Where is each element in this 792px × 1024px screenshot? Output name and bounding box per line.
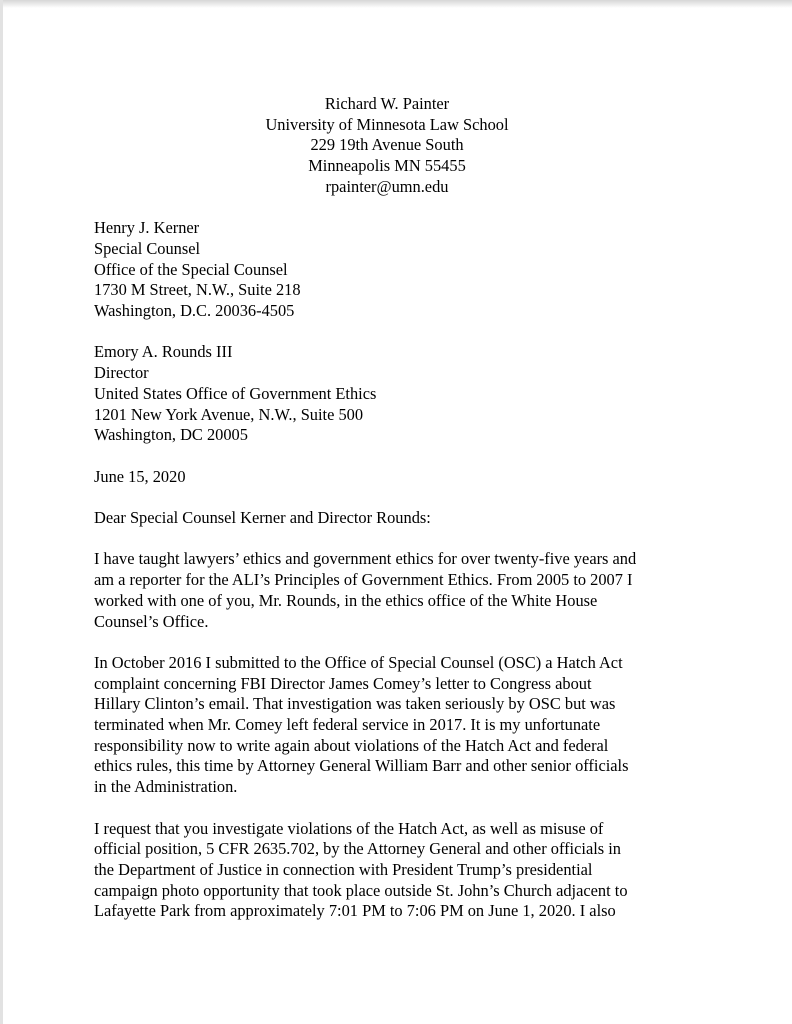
recipient-address-2 xyxy=(94,342,704,446)
sender-name: Richard W. Painter xyxy=(324,94,450,113)
recipient-1-title: Special Counsel xyxy=(94,238,201,258)
paragraph-2-line: ethics rules, this time by Attorney General William Barr and other senior officials xyxy=(94,756,629,776)
paragraph-3-line: official position, 5 CFR 2635.702, by the Attorney General and other officials in xyxy=(94,839,621,859)
letter-date-text: June 15, 2020 xyxy=(94,466,186,486)
paragraph-2-line: In October 2016 I submitted to the Office of Special Counsel (OSC) a Hatch Act xyxy=(94,652,623,672)
letter-date xyxy=(94,467,704,488)
recipient-2-title: Director xyxy=(94,363,149,383)
letter-page xyxy=(94,94,704,922)
recipient-1-city: Washington, D.C. 20036-4505 xyxy=(94,301,295,321)
paragraph-3-line: the Department of Justice in connection with President Trump’s presidential xyxy=(94,859,593,879)
paragraph-2-line: responsibility now to write again about violations of the Hatch Act and federal xyxy=(94,735,609,755)
sender-institution: University of Minnesota Law School xyxy=(265,114,509,134)
recipient-1-name: Henry J. Kerner xyxy=(94,218,200,238)
recipient-address-1 xyxy=(94,218,704,322)
sender-email: rpainter@umn.edu xyxy=(325,176,449,196)
page-top-edge xyxy=(0,0,792,8)
paragraph-2-line: in the Administration. xyxy=(94,777,238,797)
paragraph-3 xyxy=(94,819,704,923)
paragraph-2-line: complaint concerning FBI Director James Comey’s letter to Congress about xyxy=(94,673,592,693)
recipient-1-street: 1730 M Street, N.W., Suite 218 xyxy=(94,280,301,300)
paragraph-2-line: terminated when Mr. Comey left federal service in 2017. It is my unfortunate xyxy=(94,715,601,734)
recipient-2-name: Emory A. Rounds III xyxy=(94,342,233,362)
recipient-2-city: Washington, DC 20005 xyxy=(94,425,248,445)
sender-city: Minneapolis MN 55455 xyxy=(308,156,466,176)
paragraph-1-line: I have taught lawyers’ ethics and government ethics for over twenty-five years and xyxy=(94,549,637,569)
paragraph-3-line: campaign photo opportunity that took place outside St. John’s Church adjacent to xyxy=(94,880,628,900)
salutation xyxy=(94,508,704,529)
paragraph-2-line: Hillary Clinton’s email. That investigation was taken seriously by OSC but was xyxy=(94,694,616,714)
paragraph-1-line: am a reporter for the ALI’s Principles of Government Ethics. From 2005 to 2007 I xyxy=(94,570,633,590)
paragraph-2 xyxy=(94,653,704,798)
letterhead xyxy=(82,94,692,198)
paragraph-1-line: worked with one of you, Mr. Rounds, in the ethics office of the White House xyxy=(94,590,598,610)
recipient-2-office: United States Office of Government Ethics xyxy=(94,383,377,403)
recipient-2-street: 1201 New York Avenue, N.W., Suite 500 xyxy=(94,404,364,424)
sender-street: 229 19th Avenue South xyxy=(310,135,464,155)
salutation-text: Dear Special Counsel Kerner and Director Rounds: xyxy=(94,508,431,527)
page-left-edge xyxy=(0,0,3,1024)
paragraph-1-line: Counsel’s Office. xyxy=(94,611,209,631)
recipient-1-office: Office of the Special Counsel xyxy=(94,259,288,279)
paragraph-3-line: I request that you investigate violations of the Hatch Act, as well as misuse of xyxy=(94,818,604,838)
paragraph-1 xyxy=(94,549,704,632)
paragraph-3-line: Lafayette Park from approximately 7:01 PM to 7:06 PM on June 1, 2020. I also xyxy=(94,901,616,921)
